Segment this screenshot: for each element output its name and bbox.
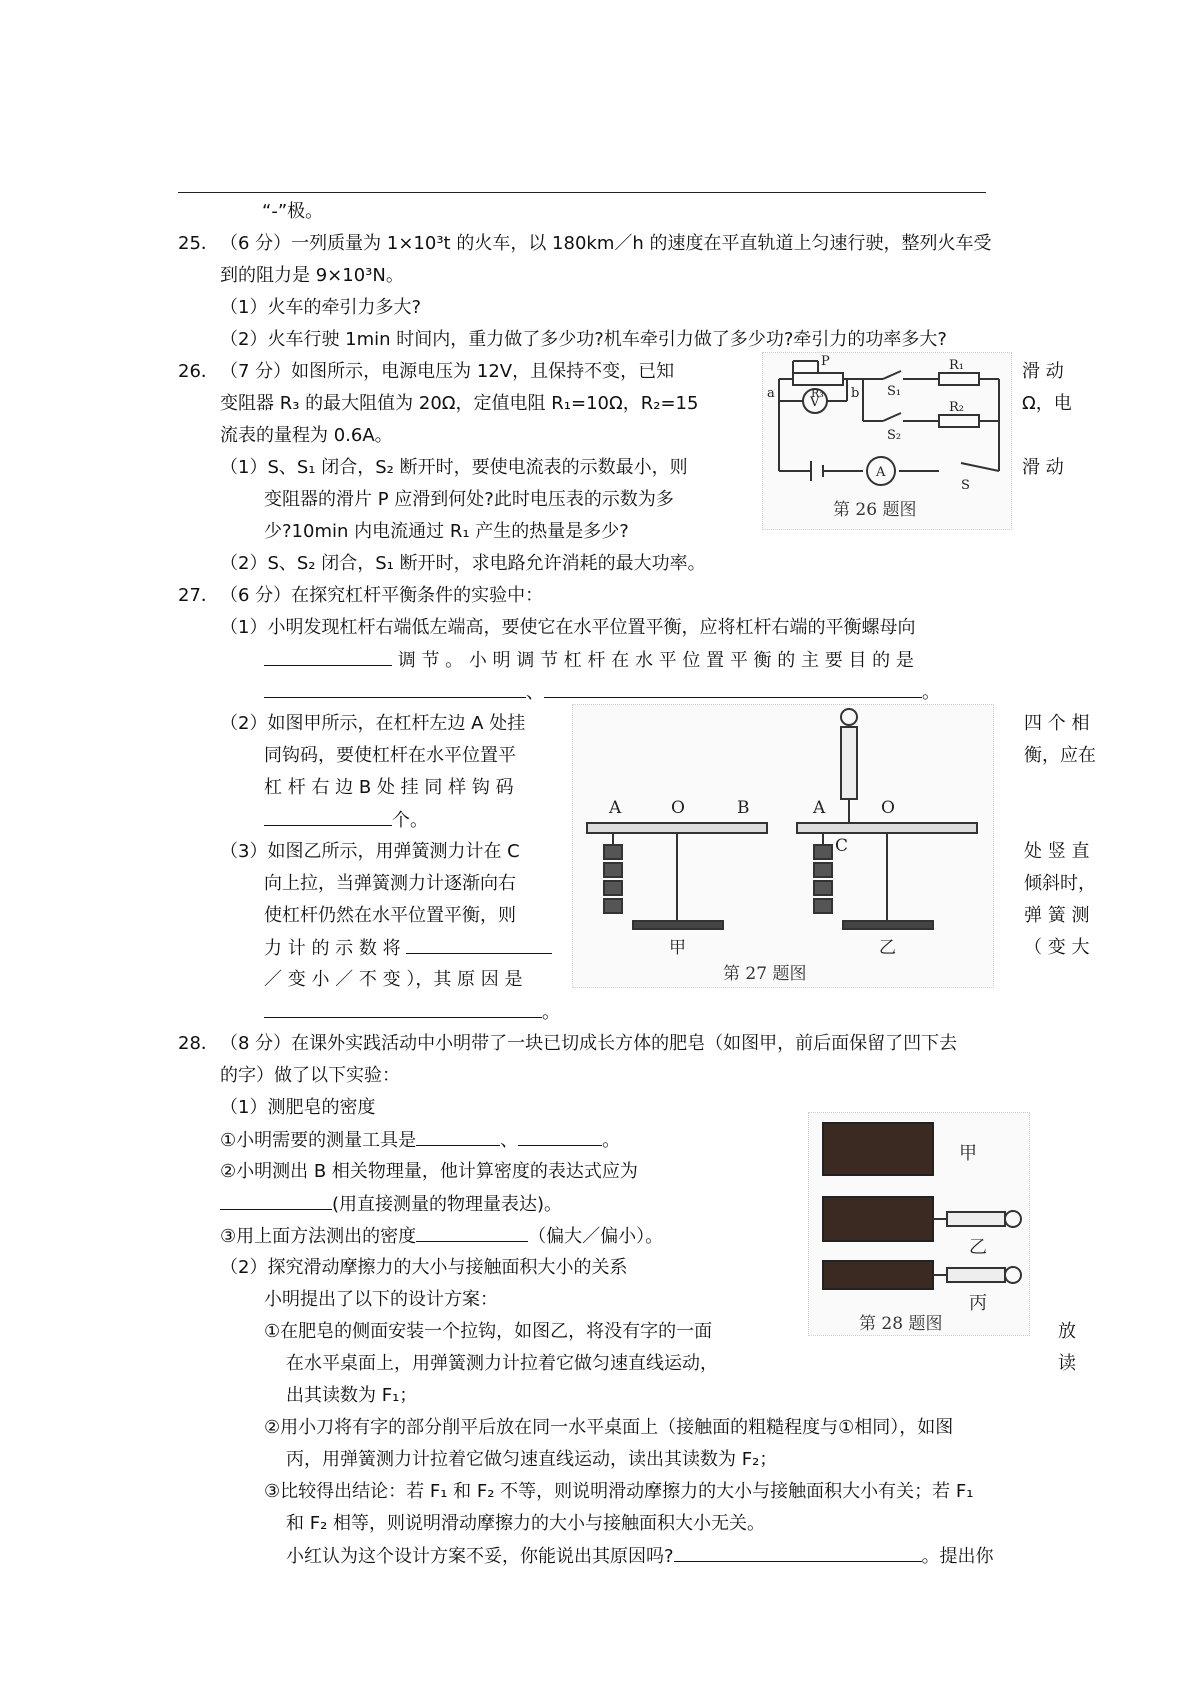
q28-step2-line2	[220, 1189, 562, 1220]
q26-label-r1: R₁	[949, 358, 964, 373]
q28-line2: 的字）做了以下实验：	[220, 1065, 400, 1086]
q28-case1-line3: 出其读数为 F₁；	[286, 1385, 418, 1406]
q27-part2-line3: 杠 杆 右 边 B 处 挂 同 样 钩 码	[264, 777, 514, 798]
q26-label-s2: S₂	[887, 428, 902, 443]
q28-part2: （2）探究滑动摩擦力的大小与接触面积大小的关系	[220, 1257, 628, 1278]
q27-blank-reading[interactable]	[406, 933, 552, 954]
q28-case1-line1: ①在肥皂的侧面安装一个拉钩，如图乙，将没有字的一面	[264, 1321, 713, 1342]
q27-part3-end: 。	[542, 1002, 560, 1023]
q27-figure-caption: 第 27 题图	[723, 964, 807, 984]
q27-line1: （6 分）在探究杠杆平衡条件的实验中：	[220, 585, 544, 606]
q27-blank-direction[interactable]	[264, 645, 392, 666]
q28-label-jia: 甲	[959, 1143, 977, 1164]
q25-part1: （1）火车的牵引力多大?	[220, 297, 422, 318]
q25-line2: 到的阻力是 9×10³N。	[220, 265, 404, 286]
q27-blank-reason[interactable]	[264, 997, 542, 1018]
q28-step3-end: （偏大／偏小）。	[528, 1226, 664, 1247]
q27-lever-figure	[572, 704, 994, 988]
q26-circuit-figure	[762, 352, 1012, 530]
q28-step1-end: 。	[602, 1130, 621, 1151]
q26-part1-line1: （1）S、S₁ 闭合，S₂ 断开时，要使电流表的示数最小，则	[220, 457, 688, 478]
q27-part3-line6	[264, 997, 560, 1028]
q27-part3-line4-text: 力 计 的 示 数 将	[264, 938, 401, 959]
q27-part3-line1-tail: 处 竖 直	[1024, 841, 1090, 862]
q26-line3: 流表的量程为 0.6A。	[220, 425, 393, 446]
q28-part2-intro: 小明提出了以下的设计方案：	[264, 1289, 498, 1310]
q28-step1	[220, 1125, 620, 1156]
q27-part3-line5: ／ 变 小 ／ 不 变 ），其 原 因 是	[264, 969, 523, 990]
q27-part2-line2-tail: 衡，应在	[1024, 745, 1096, 766]
q28-line1: （8 分）在课外实践活动中小明带了一块已切成长方体的肥皂（如图甲，前后面保留了凹下去	[220, 1033, 958, 1054]
q25-line1: （6 分）一列质量为 1×10³t 的火车，以 180km／h 的速度在平直轨道上匀速行驶，整列火车受	[220, 233, 992, 254]
q26-label-a: a	[767, 386, 775, 401]
q26-line2: 变阻器 R₃ 的最大阻值为 20Ω，定值电阻 R₁=10Ω，R₂=15	[220, 393, 699, 414]
q27-label-o-yi: O	[881, 798, 895, 818]
q28-case1-line2-tail: 读	[1058, 1353, 1076, 1374]
q26-label-r2: R₂	[949, 400, 964, 415]
q28-number: 28．	[178, 1033, 219, 1054]
q27-label-a-yi: A	[813, 798, 826, 818]
q28-step1-sep: 、	[500, 1130, 519, 1151]
q27-part3-line4	[264, 933, 552, 964]
q26-label-p: P	[821, 354, 830, 369]
q28-step3	[220, 1221, 663, 1252]
q26-figure-caption: 第 26 题图	[833, 500, 917, 520]
q26-number: 26．	[178, 361, 219, 382]
q27-part2-end: 个。	[392, 810, 428, 831]
q28-conclusion-end: 。提出你	[921, 1546, 994, 1567]
q28-case3-line2: 和 F₂ 相等，则说明滑动摩擦力的大小与接触面积大小无关。	[286, 1513, 766, 1534]
q27-sep: 、	[526, 682, 544, 703]
header-tail-text: “-”极。	[262, 201, 324, 222]
q28-blank-tool-2[interactable]	[518, 1125, 602, 1146]
q28-step2: ②小明测出 B 相关物理量，他计算密度的表达式应为	[220, 1161, 638, 1182]
q26-line1-tail: 滑 动	[1022, 361, 1064, 382]
q28-figure-caption: 第 28 题图	[859, 1314, 943, 1334]
q27-part3-line2: 向上拉，当弹簧测力计逐渐向右	[264, 873, 516, 894]
q27-label-a-jia: A	[609, 798, 622, 818]
q27-label-c: C	[835, 836, 849, 856]
q26-part2: （2）S、S₂ 闭合，S₁ 断开时，求电路允许消耗的最大功率。	[220, 553, 706, 574]
q27-label-o-jia: O	[671, 798, 685, 818]
q26-part1-line2: 变阻器的滑片 P 应滑到何处?此时电压表的示数为多	[264, 489, 674, 510]
q28-blank-reason[interactable]	[674, 1541, 922, 1562]
q27-part1-end: 。	[922, 682, 940, 703]
q26-label-b: b	[851, 386, 860, 401]
q28-blank-density-expression[interactable]	[220, 1189, 332, 1210]
q27-number: 27．	[178, 585, 219, 606]
q26-part1-line3: 少?10min 内电流通过 R₁ 产生的热量是多少?	[264, 521, 629, 542]
q25-number: 25．	[178, 233, 219, 254]
q28-blank-bias[interactable]	[416, 1221, 528, 1242]
q28-case1-line1-tail: 放	[1058, 1321, 1076, 1342]
q28-step3-text: ③用上面方法测出的密度	[220, 1226, 417, 1247]
q28-conclusion-line	[286, 1541, 994, 1572]
q26-label-ammeter: A	[876, 465, 886, 480]
q27-part2-line4	[264, 805, 428, 836]
q27-part2-line1: （2）如图甲所示，在杠杆左边 A 处挂	[220, 713, 526, 734]
q27-part3-line3: 使杠杆仍然在水平位置平衡，则	[264, 905, 516, 926]
q27-blank-count[interactable]	[264, 805, 392, 826]
header-rule	[178, 192, 986, 193]
q26-label-r3: R₃	[811, 387, 824, 400]
q28-part1: （1）测肥皂的密度	[220, 1097, 376, 1118]
q28-case1-line2: 在水平桌面上，用弹簧测力计拉着它做匀速直线运动，	[286, 1353, 718, 1374]
q26-label-v: V	[810, 395, 820, 410]
q28-case2-line1: ②用小刀将有字的部分削平后放在同一水平桌面上（接触面的粗糙程度与①相同），如图	[264, 1417, 954, 1438]
q28-label-yi: 乙	[969, 1237, 987, 1258]
q28-case2-line2: 丙，用弹簧测力计拉着它做匀速直线运动，读出其读数为 F₂；	[286, 1449, 778, 1470]
q28-step1-text: ①小明需要的测量工具是	[220, 1130, 417, 1151]
q27-part2-line2: 同钩码，要使杠杆在水平位置平	[264, 745, 516, 766]
q28-blank-tool-1[interactable]	[416, 1125, 500, 1146]
q28-conclusion-text: 小红认为这个设计方案不妥，你能说出其原因吗?	[286, 1546, 674, 1567]
q25-part2: （2）火车行驶 1min 时间内，重力做了多少功?机车牵引力做了多少功?牵引力的功率多大?	[220, 329, 947, 350]
q28-soap-figure	[808, 1112, 1030, 1336]
q27-part2-line1-tail: 四 个 相	[1024, 713, 1090, 734]
q26-part1-line1-tail: 滑 动	[1022, 457, 1064, 478]
q27-label-jia: 甲	[669, 938, 686, 958]
q26-line1: （7 分）如图所示，电源电压为 12V，且保持不变，已知	[220, 361, 675, 382]
q28-label-bing: 丙	[969, 1293, 987, 1314]
q27-part3-line3-tail: 弹 簧 测	[1024, 905, 1090, 926]
q27-part1-line1: （1）小明发现杠杆右端低左端高，要使它在水平位置平衡，应将杠杆右端的平衡螺母向	[220, 617, 916, 638]
q27-label-b-jia: B	[737, 798, 750, 818]
q27-blank-purpose-2[interactable]	[544, 677, 922, 698]
q26-label-s: S	[961, 478, 970, 493]
q28-step2-end: (用直接测量的物理量表达)。	[332, 1194, 563, 1215]
q26-line2-tail: Ω，电	[1022, 393, 1072, 414]
q27-part1-line2	[264, 645, 914, 676]
q27-part3-line1: （3）如图乙所示，用弹簧测力计在 C	[220, 841, 520, 862]
q28-case3-line1: ③比较得出结论：若 F₁ 和 F₂ 不等，则说明滑动摩擦力的大小与接触面积大小有关；若 F₁	[264, 1481, 974, 1502]
q27-part3-line2-tail: 倾斜时，	[1024, 873, 1096, 894]
q26-label-s1: S₁	[887, 384, 902, 399]
q27-part3-line4-tail: （ 变 大	[1024, 937, 1090, 958]
q27-label-yi: 乙	[879, 938, 896, 958]
q27-blank-purpose-1[interactable]	[264, 677, 526, 698]
q27-part1-line2-text: 调 节 。 小 明 调 节 杠 杆 在 水 平 位 置 平 衡 的 主 要 目 的 是	[397, 650, 914, 671]
